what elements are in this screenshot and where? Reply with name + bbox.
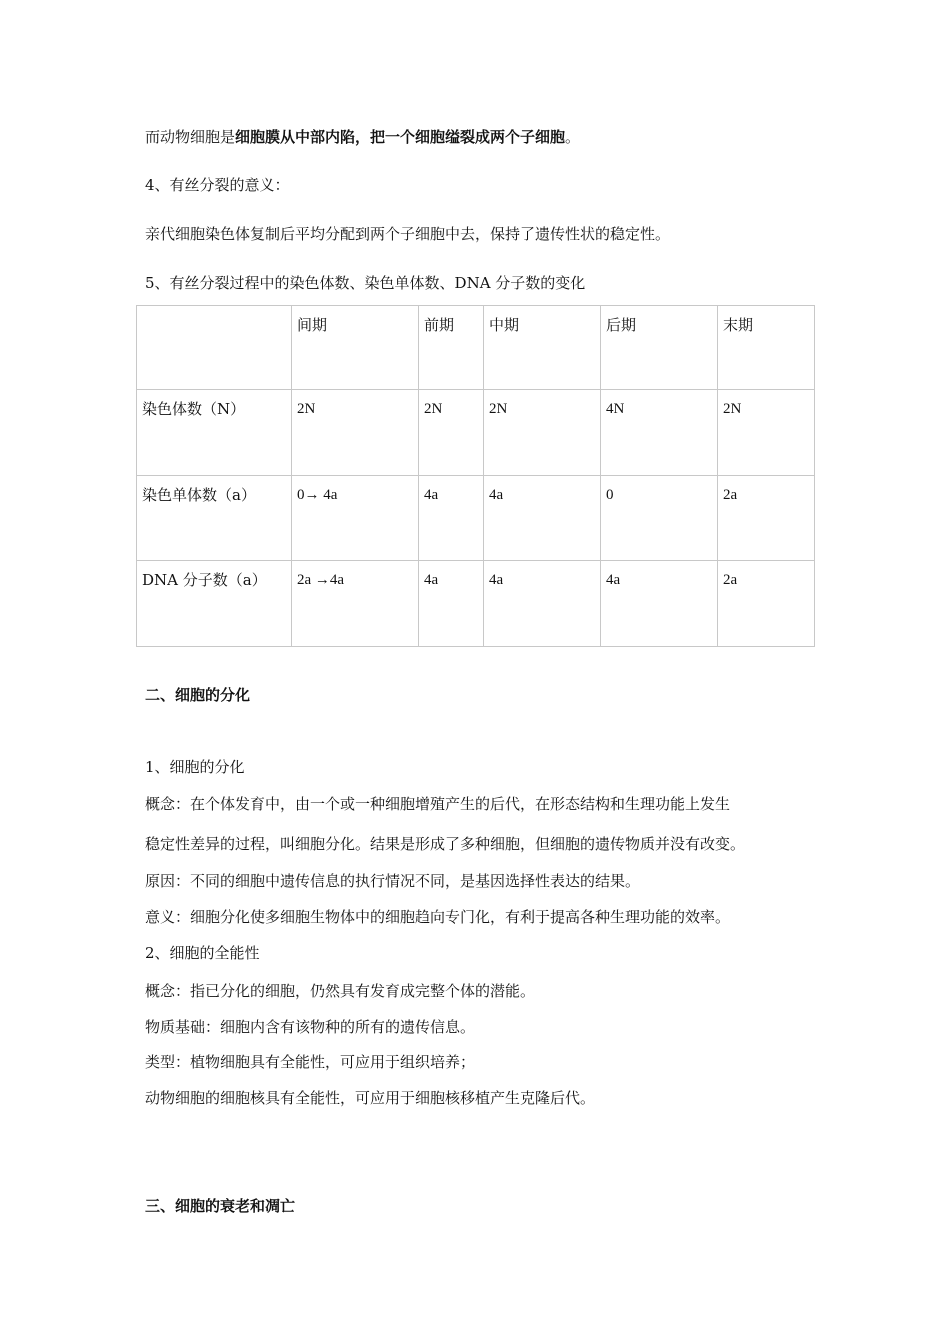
table-cell: 2N [484,390,601,476]
table-cell: 2a [718,476,815,561]
table-cell: 4a [484,561,601,647]
table-header-cell [137,306,292,390]
table-header-cell: 末期 [718,306,815,390]
part2-sub2-animal: 动物细胞的细胞核具有全能性，可应用于细胞核移植产生克隆后代。 [145,1089,596,1107]
table-cell: 4a [419,561,484,647]
section4-body: 亲代细胞染色体复制后平均分配到两个子细胞中去，保持了遗传性状的稳定性。 [145,225,671,243]
table-cell: 2N [718,390,815,476]
row-label: 染色体数（N） [137,390,292,476]
part2-cause: 原因：不同的细胞中遗传信息的执行情况不同，是基因选择性表达的结果。 [145,872,641,890]
table-cell: 0→ 4a [292,476,419,561]
table-cell: 2N [419,390,484,476]
part2-sub2-concept: 概念：指已分化的细胞，仍然具有发育成完整个体的潜能。 [145,982,536,1000]
part2-sub2-basis: 物质基础：细胞内含有该物种的所有的遗传信息。 [145,1018,476,1036]
intro-paragraph [145,127,580,147]
part2-sub1-heading: 1、细胞的分化 [145,758,245,776]
table-header-cell: 中期 [484,306,601,390]
intro-prefix: 而动物细胞是 [145,128,236,146]
table-cell: 4a [601,561,718,647]
section4-heading: 4、有丝分裂的意义： [145,176,290,194]
part3-title: 三、细胞的衰老和凋亡 [145,1197,296,1215]
table-row [137,476,815,561]
intro-bold-text: 细胞膜从中部内陷，把一个细胞缢裂成两个子细胞 [235,128,566,146]
part2-title: 二、细胞的分化 [145,686,251,704]
table-row [137,561,815,647]
table-row [137,390,815,476]
table-cell: 2N [292,390,419,476]
part2-concept-line1: 概念：在个体发育中，由一个或一种细胞增殖产生的后代，在形态结构和生理功能上发生 [145,795,731,813]
intro-suffix: 。 [565,128,581,146]
table-cell: 4a [484,476,601,561]
table-header-cell: 间期 [292,306,419,390]
part2-concept-line2: 稳定性差异的过程，叫细胞分化。结果是形成了多种细胞，但细胞的遗传物质并没有改变。 [145,835,746,853]
table-cell: 2a →4a [292,561,419,647]
table-header-cell: 后期 [601,306,718,390]
section5-heading: 5、有丝分裂过程中的染色体数、染色单体数、DNA 分子数的变化 [145,274,586,292]
table-header-cell: 前期 [419,306,484,390]
row-label: DNA 分子数（a） [137,561,292,647]
table-cell: 0 [601,476,718,561]
table-cell: 4N [601,390,718,476]
mitosis-table [136,305,815,647]
table-cell: 4a [419,476,484,561]
row-label: 染色单体数（a） [137,476,292,561]
part2-sub2-heading: 2、细胞的全能性 [145,944,260,962]
part2-meaning: 意义：细胞分化使多细胞生物体中的细胞趋向专门化，有利于提高各种生理功能的效率。 [145,908,731,926]
table-header-row [137,306,815,390]
table-cell: 2a [718,561,815,647]
part2-sub2-types: 类型：植物细胞具有全能性，可应用于组织培养； [145,1053,476,1071]
